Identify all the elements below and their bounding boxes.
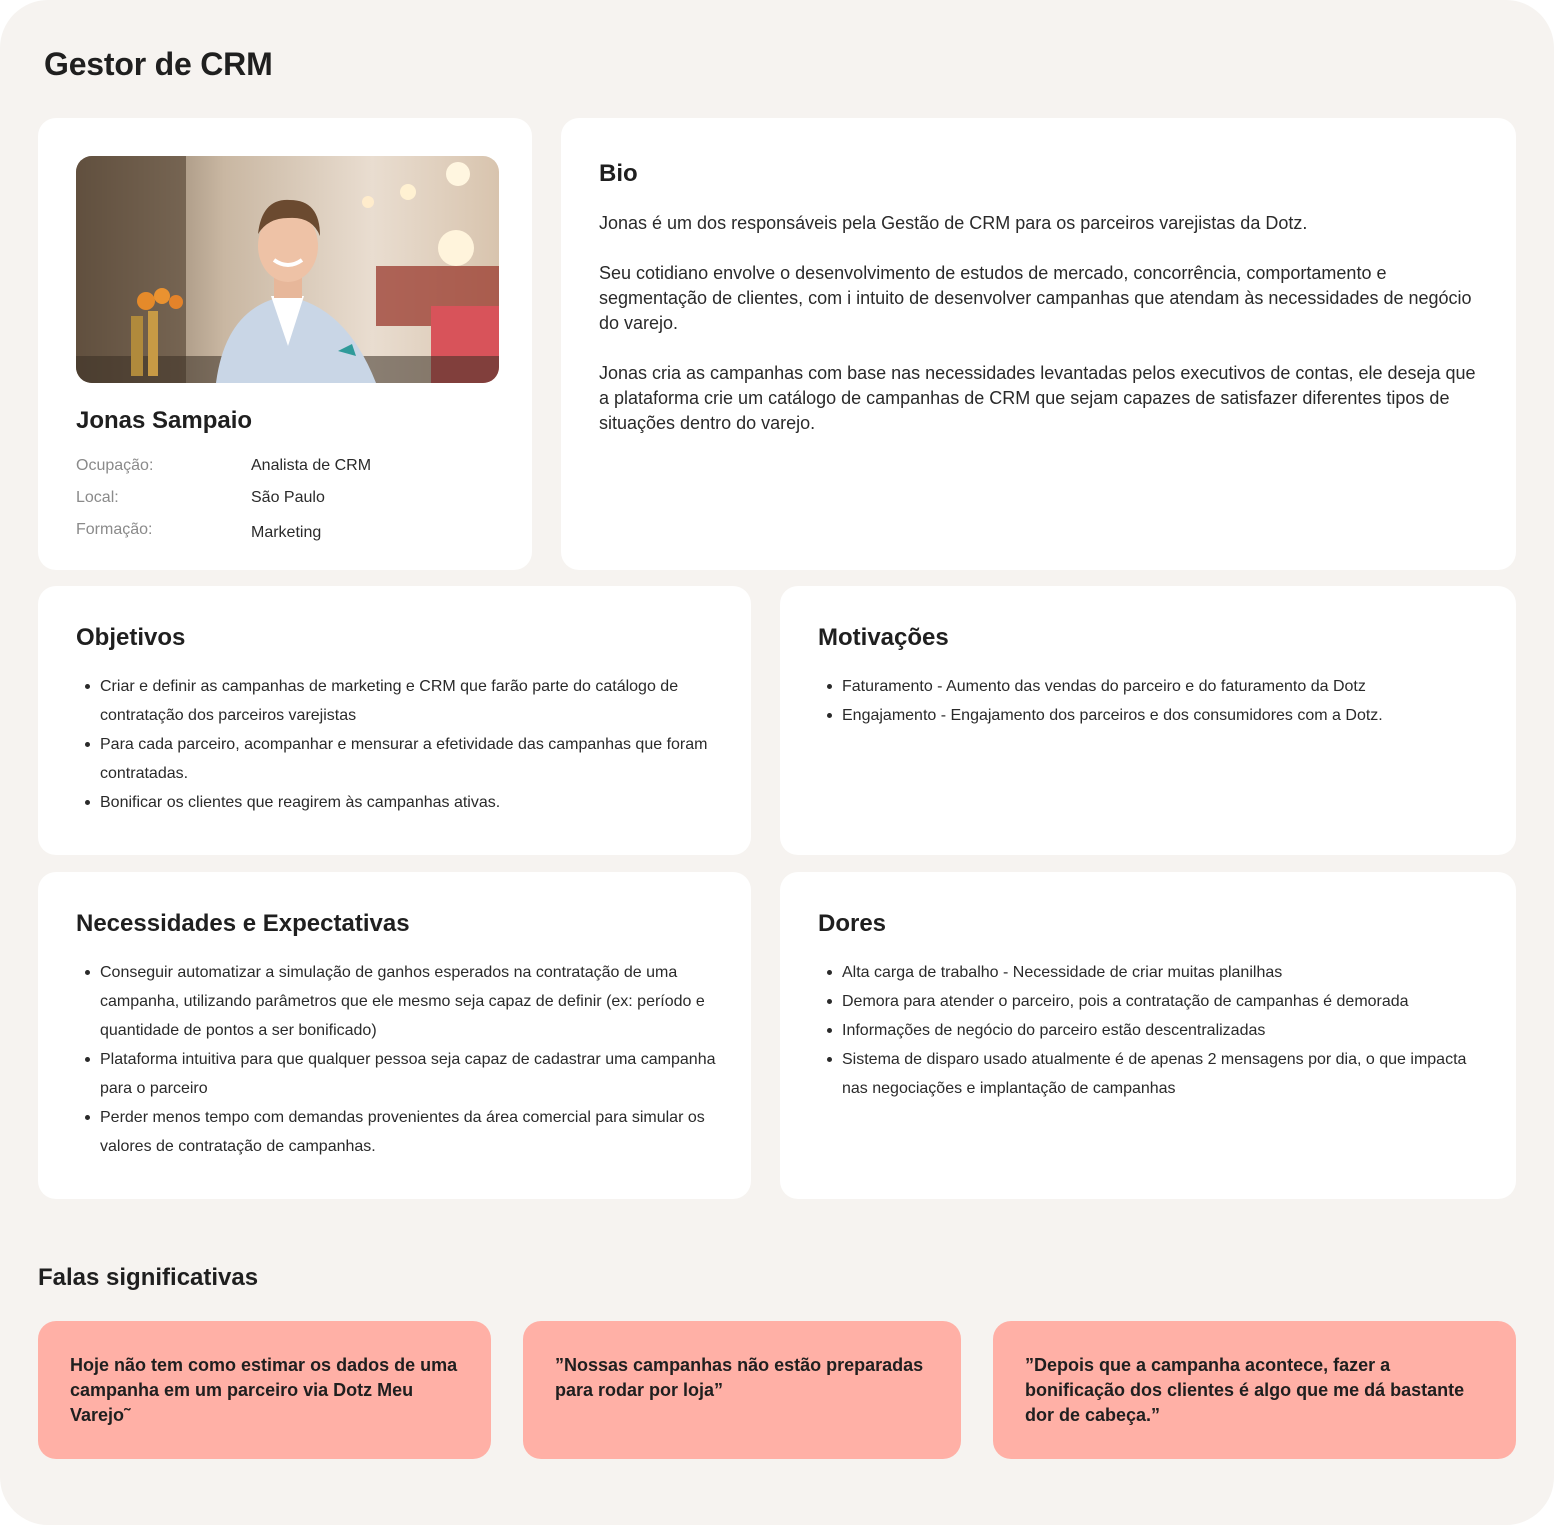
bio-text xyxy=(599,211,1479,436)
quotes-section-title: Falas significativas xyxy=(38,1264,259,1291)
attribute-value: São Paulo xyxy=(251,489,325,506)
bio-paragraph: Jonas cria as campanhas com base nas necessidades levantadas pelos executivos de contas, ele deseja que a plataforma crie um catálogo de campanhas de CRM que sejam capazes de satisfazer diferentes tipos de situações dentro do varejo. xyxy=(599,363,1476,433)
list-item: Informações de negócio do parceiro estão descentralizadas xyxy=(818,1016,1478,1045)
dores-list xyxy=(818,958,1478,1103)
profile-photo xyxy=(76,156,499,383)
list-item: Bonificar os clientes que reagirem às campanhas ativas. xyxy=(76,788,716,817)
list-item: Sistema de disparo usado atualmente é de apenas 2 mensagens por dia, o que impacta nas negociações e implantação de campanhas xyxy=(818,1045,1478,1103)
bio-card xyxy=(561,118,1516,570)
bio-paragraph: Jonas é um dos responsáveis pela Gestão de CRM para os parceiros varejistas da Dotz. xyxy=(599,213,1308,233)
objetivos-list xyxy=(76,672,716,817)
list-item: Conseguir automatizar a simulação de ganhos esperados na contratação de uma campanha, utilizando parâmetros que ele mesmo seja capaz de definir (ex: período e quantidade de pontos a ser bonificado) xyxy=(76,958,716,1045)
list-item: Faturamento - Aumento das vendas do parceiro e do faturamento da Dotz xyxy=(818,672,1478,701)
motivacoes-title: Motivações xyxy=(818,624,949,651)
list-item: Perder menos tempo com demandas provenientes da área comercial para simular os valores de contratação de campanhas. xyxy=(76,1103,716,1161)
page-title: Gestor de CRM xyxy=(44,46,273,82)
quote-card: ”Depois que a campanha acontece, fazer a bonificação dos clientes é algo que me dá bastante dor de cabeça.” xyxy=(993,1321,1516,1459)
list-item: Para cada parceiro, acompanhar e mensurar a efetividade das campanhas que foram contratadas. xyxy=(76,730,716,788)
attribute-value: Marketing xyxy=(251,524,322,541)
motivacoes-card xyxy=(780,586,1516,855)
list-item: Alta carga de trabalho - Necessidade de criar muitas planilhas xyxy=(818,958,1478,987)
attribute-label: Ocupação: xyxy=(76,457,154,474)
profile-card xyxy=(38,118,532,570)
quote-card: ”Nossas campanhas não estão preparadas para rodar por loja” xyxy=(523,1321,961,1459)
list-item: Criar e definir as campanhas de marketing e CRM que farão parte do catálogo de contratação dos parceiros varejistas xyxy=(76,672,716,730)
attribute-value: Analista de CRM xyxy=(251,457,372,474)
necessidades-title: Necessidades e Expectativas xyxy=(76,910,410,937)
list-item: Plataforma intuitiva para que qualquer pessoa seja capaz de cadastrar uma campanha para o parceiro xyxy=(76,1045,716,1103)
motivacoes-list xyxy=(818,672,1478,730)
bio-title: Bio xyxy=(599,160,638,187)
attribute-label: Formação: xyxy=(76,521,153,538)
person-name: Jonas Sampaio xyxy=(76,407,253,434)
necessidades-card xyxy=(38,872,751,1199)
list-item: Engajamento - Engajamento dos parceiros e dos consumidores com a Dotz. xyxy=(818,701,1478,730)
dores-card xyxy=(780,872,1516,1199)
bio-paragraph: Seu cotidiano envolve o desenvolvimento de estudos de mercado, concorrência, comportamento e segmentação de clientes, com i intuito de desenvolver campanhas que atendam às necessidades de negócio do varejo. xyxy=(599,263,1472,333)
quote-card: Hoje não tem como estimar os dados de uma campanha em um parceiro via Dotz Meu Varejo˜ xyxy=(38,1321,491,1459)
dores-title: Dores xyxy=(818,910,887,937)
necessidades-list xyxy=(76,958,716,1161)
objetivos-card xyxy=(38,586,751,855)
list-item: Demora para atender o parceiro, pois a contratação de campanhas é demorada xyxy=(818,987,1478,1016)
attribute-label: Local: xyxy=(76,489,119,506)
objetivos-title: Objetivos xyxy=(76,624,186,651)
